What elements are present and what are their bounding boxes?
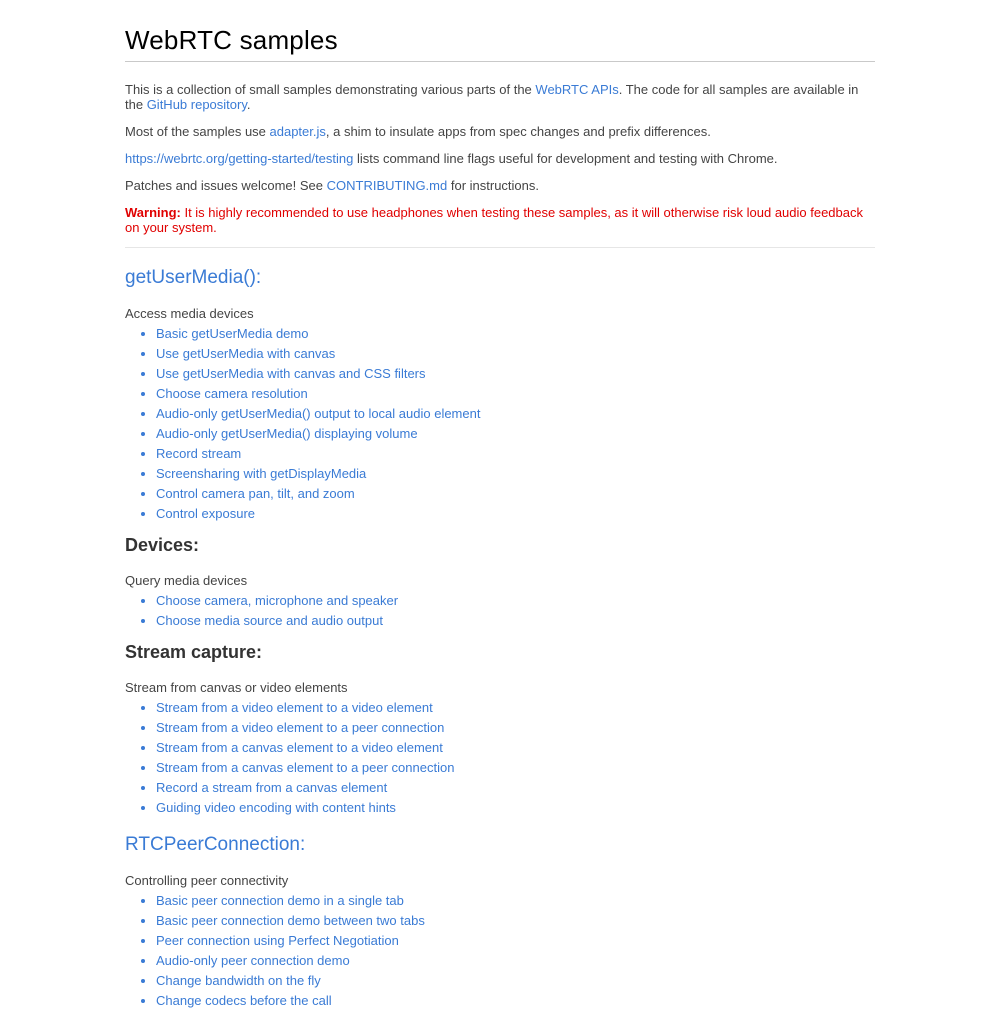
list-item	[156, 486, 875, 501]
list-item	[156, 893, 875, 908]
list-item	[156, 740, 875, 755]
page-title: WebRTC samples	[125, 24, 875, 62]
page-container	[125, 0, 875, 1013]
list-item	[156, 346, 875, 361]
getusermedia-description: Access media devices	[125, 306, 254, 321]
peerconnection-heading	[125, 833, 875, 857]
list-item	[156, 446, 875, 461]
sample-link[interactable]: Screensharing with getDisplayMedia	[156, 466, 367, 481]
sample-link[interactable]: Peer connection using Perfect Negotiation	[156, 933, 399, 948]
list-item	[156, 466, 875, 481]
list-item	[156, 326, 875, 341]
sample-link[interactable]: Basic peer connection demo between two tabs	[156, 913, 425, 928]
intro-text: for instructions.	[447, 178, 539, 193]
testing-link[interactable]: https://webrtc.org/getting-started/testing	[125, 151, 354, 166]
getusermedia-heading	[125, 266, 875, 290]
github-repository-link[interactable]: GitHub repository	[146, 97, 247, 112]
intro-paragraph-contributing	[125, 178, 875, 193]
contributing-link[interactable]: CONTRIBUTING.md	[326, 178, 448, 193]
sample-link[interactable]: Choose camera resolution	[156, 386, 308, 401]
intro-paragraph-testing	[125, 151, 875, 166]
getusermedia-list	[125, 326, 875, 521]
list-item	[156, 406, 875, 421]
intro-text: Patches and issues welcome! See	[125, 178, 327, 193]
devices-list	[125, 593, 875, 628]
list-item	[156, 386, 875, 401]
intro-text: Most of the samples use	[125, 124, 270, 139]
list-item	[156, 760, 875, 775]
devices-heading: Devices:	[125, 535, 200, 555]
list-item	[156, 506, 875, 521]
intro-paragraph-collection	[125, 82, 875, 112]
list-item	[156, 993, 875, 1008]
warning-message	[125, 205, 875, 235]
webrtc-apis-link[interactable]: WebRTC APIs	[535, 82, 619, 97]
list-item	[156, 720, 875, 735]
sample-link[interactable]: Record stream	[156, 446, 242, 461]
list-item	[156, 800, 875, 815]
sample-link[interactable]: Basic peer connection demo in a single tab	[156, 893, 404, 908]
sample-link[interactable]: Audio-only getUserMedia() output to local audio element	[156, 406, 481, 421]
sample-link[interactable]: Basic getUserMedia demo	[156, 326, 309, 341]
intro-text: . The code for all samples are available in the	[125, 82, 859, 112]
intro-text: , a shim to insulate apps from spec changes and prefix differences.	[325, 124, 711, 139]
sample-link[interactable]: Audio-only peer connection demo	[156, 953, 350, 968]
sample-link[interactable]: Stream from a canvas element to a video element	[156, 740, 443, 755]
intro-text: lists command line flags useful for development and testing with Chrome.	[353, 151, 778, 166]
sample-link[interactable]: Use getUserMedia with canvas and CSS filters	[156, 366, 426, 381]
list-item	[156, 593, 875, 608]
warning-label: Warning:	[125, 205, 181, 220]
sample-link[interactable]: Use getUserMedia with canvas	[156, 346, 336, 361]
section-divider	[125, 247, 875, 248]
peerconnection-description: Controlling peer connectivity	[125, 873, 289, 888]
list-item	[156, 953, 875, 968]
peerconnection-list	[125, 893, 875, 1008]
list-item	[156, 973, 875, 988]
list-item	[156, 913, 875, 928]
sample-link[interactable]: Choose camera, microphone and speaker	[156, 593, 399, 608]
sample-link[interactable]: Change codecs before the call	[156, 993, 332, 1008]
list-item	[156, 613, 875, 628]
list-item	[156, 366, 875, 381]
intro-section	[125, 82, 875, 235]
list-item	[156, 426, 875, 441]
intro-text: .	[246, 97, 251, 112]
list-item	[156, 780, 875, 795]
devices-description: Query media devices	[125, 573, 248, 588]
list-item	[156, 700, 875, 715]
sample-link[interactable]: Control exposure	[156, 506, 255, 521]
sample-link[interactable]: Choose media source and audio output	[156, 613, 383, 628]
sample-link[interactable]: Guiding video encoding with content hints	[156, 800, 396, 815]
warning-text: It is highly recommended to use headphones when testing these samples, as it will otherwise risk loud audio feedback on your system.	[125, 205, 864, 235]
sample-link[interactable]: Stream from a canvas element to a peer connection	[156, 760, 455, 775]
adapter-js-link[interactable]: adapter.js	[269, 124, 326, 139]
sample-link[interactable]: Stream from a video element to a video element	[156, 700, 433, 715]
intro-paragraph-adapter	[125, 124, 875, 139]
stream-capture-list	[125, 700, 875, 815]
sample-link[interactable]: Audio-only getUserMedia() displaying volume	[156, 426, 418, 441]
sample-link[interactable]: Control camera pan, tilt, and zoom	[156, 486, 355, 501]
stream-capture-description: Stream from canvas or video elements	[125, 680, 348, 695]
list-item	[156, 933, 875, 948]
stream-capture-heading: Stream capture:	[125, 642, 263, 662]
sample-link[interactable]: Record a stream from a canvas element	[156, 780, 388, 795]
intro-text: This is a collection of small samples demonstrating various parts of the	[125, 82, 536, 97]
getusermedia-heading-link[interactable]: getUserMedia():	[125, 267, 262, 288]
peerconnection-heading-link[interactable]: RTCPeerConnection:	[125, 834, 306, 855]
sample-link[interactable]: Change bandwidth on the fly	[156, 973, 321, 988]
sample-link[interactable]: Stream from a video element to a peer connection	[156, 720, 445, 735]
